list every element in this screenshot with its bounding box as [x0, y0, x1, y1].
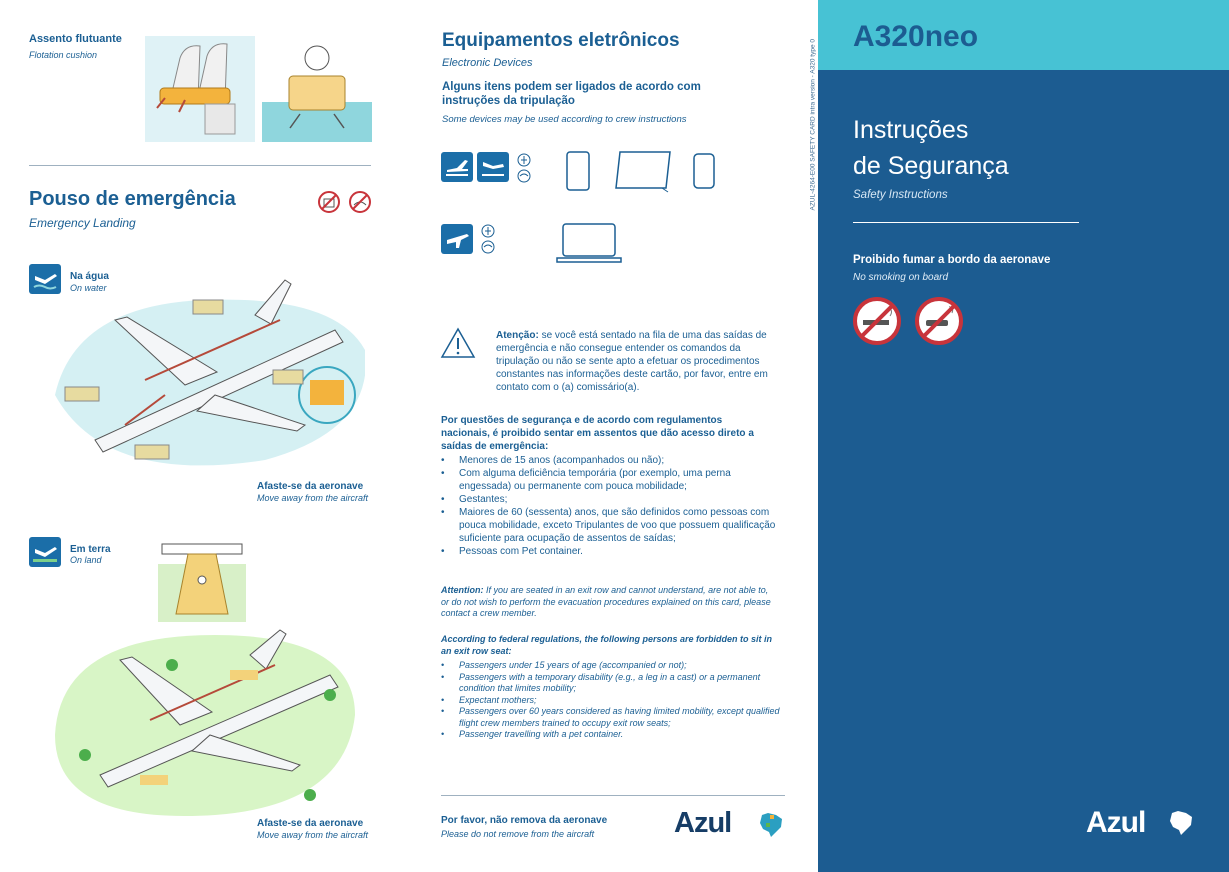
safety-title-line1: Instruções	[853, 116, 969, 144]
land-move-away-subtitle: Move away from the aircraft	[257, 830, 369, 840]
land-move-away-title: Afaste-se da aeronave	[257, 818, 364, 829]
regs-list-pt	[441, 454, 781, 558]
brand-logo-middle: Azul	[674, 807, 732, 839]
laptop-icon	[555, 222, 625, 266]
brand-logo-right: Azul	[1086, 806, 1146, 839]
list-item: • Expectant mothers;	[441, 695, 781, 707]
list-item: • Menores de 15 anos (acompanhados ou não);	[441, 454, 781, 467]
devices-title: Equipamentos eletrônicos	[442, 30, 680, 51]
attention-en-label: Attention:	[441, 585, 484, 595]
e-reader-icon	[690, 150, 720, 194]
list-item: • Com alguma deficiência temporária (por exemplo, uma perna engessada) ou permanente com pouca mobilidade;	[441, 467, 781, 493]
title-divider	[853, 222, 1079, 223]
model-header	[818, 0, 1229, 70]
middle-panel	[400, 0, 818, 872]
emergency-landing-title: Pouso de emergência	[29, 188, 236, 210]
list-item: • Maiores de 60 (sessenta) anos, que são definidos como pessoas com pouca mobilidade, exceto Tripulantes de voo que possuem qualificação suficiente para ocupação de assentos de saídas;	[441, 506, 781, 545]
land-evacuation-illustration	[50, 625, 355, 820]
no-high-heels-icon	[348, 190, 372, 214]
no-baggage-icon	[317, 190, 341, 214]
left-panel	[0, 0, 400, 872]
airplane-mode-icons	[514, 152, 534, 184]
flotation-title: Assento flutuante	[29, 33, 122, 45]
regs-title-en: According to federal regulations, the following persons are forbidden to sit in an exit row seat:	[441, 634, 773, 656]
footer-pt: Por favor, não remova da aeronave	[441, 815, 608, 826]
water-subtitle: On water	[70, 283, 107, 293]
safety-title-line2: de Segurança	[853, 152, 1009, 180]
flotation-person-illustration	[262, 36, 372, 142]
water-move-away-subtitle: Move away from the aircraft	[257, 493, 369, 503]
water-title: Na água	[70, 271, 109, 282]
list-item: • Passengers over 60 years considered as having limited mobility, except qualified flight crew members trained to occupy exit row seats;	[441, 706, 781, 729]
slide-evacuation-illustration	[158, 540, 246, 622]
brazil-map-icon-white	[1166, 807, 1198, 839]
list-item: • Gestantes;	[441, 493, 781, 506]
model-title: A320neo	[853, 20, 979, 53]
right-panel	[818, 0, 1229, 872]
footer-divider	[441, 795, 785, 796]
water-move-away-title: Afaste-se da aeronave	[257, 481, 364, 492]
vertical-code: AZUL-4264-E00 SAFETY CARD intra version - A320 type 0	[809, 39, 817, 211]
landing-icon	[477, 152, 509, 182]
land-title: Em terra	[70, 544, 111, 555]
phone-icon	[565, 150, 593, 192]
regs-list-en	[441, 660, 781, 741]
takeoff-icon	[441, 152, 473, 182]
attention-block-en	[441, 585, 777, 620]
water-evacuation-illustration	[45, 275, 365, 480]
list-item: • Pessoas com Pet container.	[441, 545, 781, 558]
attention-en-text: If you are seated in an exit row and cannot understand, are not able to, or do not wish to perform the evacuation procedures explained on this card, please contact a crew member.	[441, 585, 771, 618]
regs-title-pt: Por questões de segurança e de acordo com regulamentos nacionais, é proibido sentar em assentos que dão acesso direto a saídas de emergência:	[441, 415, 754, 452]
no-smoking-pt: Proibido fumar a bordo da aeronave	[853, 254, 1051, 266]
flotation-subtitle: Flotation cushion	[29, 50, 98, 60]
no-smoking-en: No smoking on board	[853, 272, 949, 283]
footer-en: Please do not remove from the aircraft	[441, 829, 595, 839]
land-landing-icon	[29, 537, 61, 567]
list-item: • Passengers under 15 years of age (accompanied or not);	[441, 660, 781, 672]
warning-icon	[440, 326, 476, 360]
attention-label: Atenção:	[496, 330, 539, 341]
cruise-icon	[441, 224, 473, 254]
section-divider	[29, 165, 371, 166]
attention-block-pt	[496, 329, 778, 394]
devices-note-en: Some devices may be used according to crew instructions	[442, 114, 687, 125]
devices-subtitle: Electronic Devices	[442, 57, 533, 69]
emergency-landing-subtitle: Emergency Landing	[29, 216, 136, 230]
devices-note-pt: Alguns itens podem ser ligados de acordo com instruções da tripulação	[442, 81, 701, 107]
vertical-code-box	[808, 12, 818, 212]
tablet-icon	[612, 150, 674, 194]
land-subtitle: On land	[70, 555, 102, 565]
no-e-cigarette-icon	[914, 296, 964, 346]
flotation-seat-illustration	[145, 36, 255, 142]
list-item: • Passenger travelling with a pet container.	[441, 729, 781, 741]
list-item: • Passengers with a temporary disability (e.g., a leg in a cast) or a permanent condition that limites mobility;	[441, 672, 781, 695]
no-smoking-icon	[852, 296, 902, 346]
safety-subtitle: Safety Instructions	[853, 189, 948, 201]
cruise-mode-icons	[478, 223, 498, 255]
attention-text: se você está sentado na fila de uma das saídas de emergência e não consegue entender os comandos da tripulação ou não se sente apto a efetuar os procedimentos constantes nas informações deste cartão, por favor, entre em contato com o (a) comissário(a).	[496, 330, 768, 393]
brazil-map-icon	[756, 809, 786, 839]
